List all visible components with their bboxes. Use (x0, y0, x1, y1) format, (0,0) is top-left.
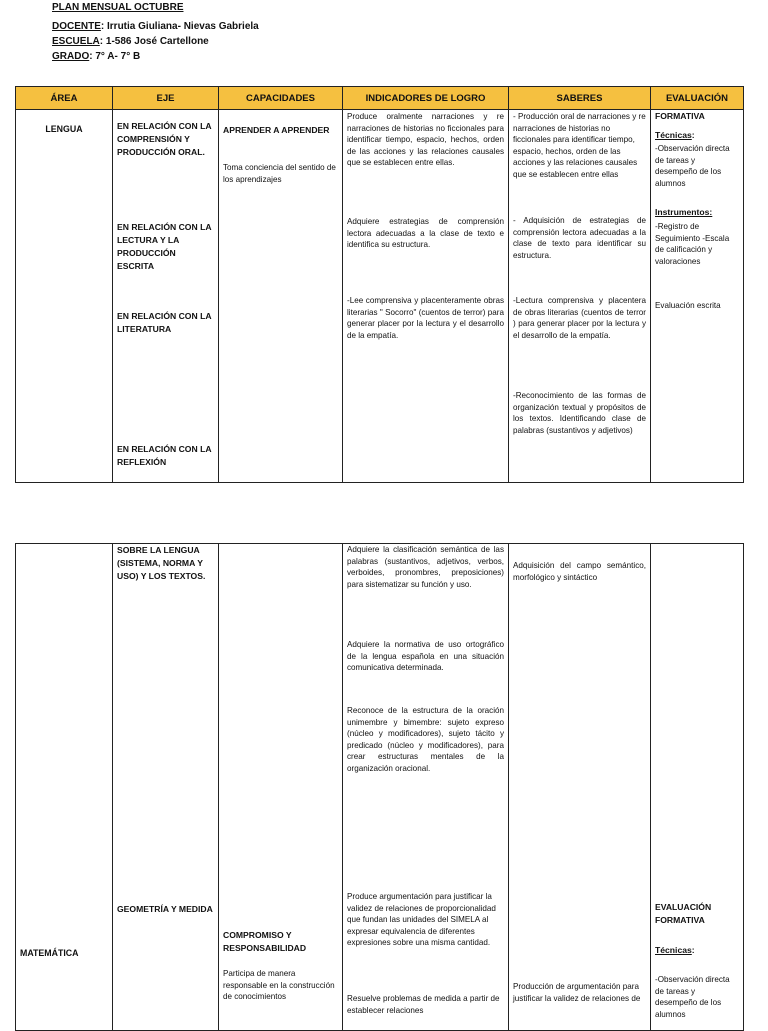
saber-2: - Adquisición de estrategias de comprensión lectora adecuadas a la clase de texto para identificar su estructura. (513, 216, 646, 260)
col-header-evaluacion: EVALUACIÓN (651, 87, 744, 110)
table-row-continuation (16, 544, 744, 1031)
col-header-area: ÁREA (16, 87, 113, 110)
cell-capacidades-2 (219, 544, 343, 1031)
indicador-3: -Lee comprensiva y placenteramente obras literarias " Socorro" (cuentos de terror) para generar placer por la lectura y el desarrollo de la empatía. (347, 296, 504, 340)
eje-sobre-lengua: SOBRE LA LENGUA (SISTEMA, NORMA Y USO) Y LOS TEXTOS. (117, 545, 206, 581)
document-header (52, 0, 259, 64)
col-header-saberes: SABERES (509, 87, 651, 110)
cell-capacidades (219, 110, 343, 483)
indicador-lengua-1: Adquiere la clasificación semántica de las palabras (sustantivos, adjetivos, verbos, verboides, pronombres, preposiciones) para sistematizar su función y uso. (347, 545, 504, 589)
saber-3: -Lectura comprensiva y placentera de obras literarias (cuentos de terror ) para generar placer por la lectura y el desarrollo de la empatía. (513, 296, 646, 340)
area-lengua: LENGUA (45, 124, 83, 134)
indicador-mat-1: Produce argumentación para justificar la validez de relaciones de proporcionalidad que fundan las unidades del SIMELA al expresar equivalencia de diferentes expresiones sobre una misma cantidad. (347, 892, 496, 948)
cell-indicadores (343, 110, 509, 483)
area-matematica: MATEMÁTICA (20, 948, 79, 958)
cell-saberes (509, 110, 651, 483)
indicador-2: Adquiere estrategias de comprensión lectora adecuadas a la clase de texto e identifica su estructura. (347, 217, 504, 250)
cell-evaluacion (651, 110, 744, 483)
cell-ejes (113, 110, 219, 483)
col-header-indicadores: INDICADORES DE LOGRO (343, 87, 509, 110)
col-header-capacidades: CAPACIDADES (219, 87, 343, 110)
cell-saberes-2 (509, 544, 651, 1031)
eval-mat-title: EVALUACIÓN FORMATIVA (655, 902, 712, 925)
eje-literatura: EN RELACIÓN CON LA LITERATURA (117, 311, 212, 334)
plan-title: PLAN MENSUAL OCTUBRE (52, 2, 184, 13)
eje-reflexion: EN RELACIÓN CON LA REFLEXIÓN (117, 444, 212, 467)
eval-instrumentos-label: Instrumentos: (655, 207, 713, 217)
eval-formativa: FORMATIVA (655, 111, 705, 121)
eje-lectura: EN RELACIÓN CON LA LECTURA Y LA PRODUCCIÓN ESCRITA (117, 222, 212, 271)
saber-1: - Producción oral de narraciones y re narraciones de historias no ficcionales para identificar tiempo, espacio, hechos, orden de las acciones y las relaciones causales que se establecen entre ellas (513, 112, 646, 179)
eval-instrumentos-text: -Registro de Seguimiento -Escala de calificación y valoraciones (655, 222, 730, 266)
cell-indicadores-2 (343, 544, 509, 1031)
capacidad-text-mat: Participa de manera responsable en la construcción de conocimientos (223, 969, 335, 1002)
eval-escrita: Evaluación escrita (655, 301, 721, 310)
eval-mat-tecnicas-label: Técnicas: (655, 945, 695, 955)
col-header-eje: EJE (113, 87, 219, 110)
plan-table-lengua (15, 86, 744, 483)
eje-oral: EN RELACIÓN CON LA COMPRENSIÓN Y PRODUCCIÓN ORAL. (117, 121, 212, 157)
eval-tecnicas-label: Técnicas: (655, 130, 695, 140)
docente-line: DOCENTE: Irrutia Giuliana- Nievas Gabriela (52, 21, 259, 32)
eje-geometria: GEOMETRÍA Y MEDIDA (117, 904, 213, 914)
grado-line: GRADO: 7° A- 7° B (52, 51, 141, 62)
indicador-lengua-3: Reconoce de la estructura de la oración unimembre y bimembre: sujeto expreso (núcleo y modificadores), sujeto tácito y predicado (núcleo y modificadores), para crear estructuras mentales de la organización oracional. (347, 706, 504, 773)
eval-tecnicas-text: -Observación directa de tareas y desempeño de los alumnos (655, 144, 730, 188)
saber-mat: Producción de argumentación para justificar la validez de relaciones de (513, 982, 641, 1003)
plan-table-continuation (15, 543, 744, 1031)
indicador-lengua-2: Adquiere la normativa de uso ortográfico de la lengua española en una situación comunicativa determinada. (347, 640, 504, 673)
capacidad-text: Toma conciencia del sentido de los aprendizajes (223, 163, 336, 184)
cell-evaluacion-2 (651, 544, 744, 1031)
saber-lengua: Adquisición del campo semántico, morfológico y sintáctico (513, 561, 646, 582)
capacidad-title-mat: COMPROMISO Y RESPONSABILIDAD (223, 930, 307, 953)
cell-ejes-2 (113, 544, 219, 1031)
table-header-row (16, 87, 744, 110)
indicador-mat-2: Resuelve problemas de medida a partir de establecer relaciones (347, 994, 500, 1015)
escuela-line: ESCUELA: 1-586 José Cartellone (52, 36, 209, 47)
indicador-1: Produce oralmente narraciones y re narraciones de historias no ficcionales para identificar tiempo, espacio, hechos, orden de las acciones y las relaciones causales que se establecen entre ellas. (347, 112, 504, 168)
cell-area (16, 110, 113, 483)
saber-4: -Reconocimiento de las formas de organización textual y propósitos de los textos. Identificando clase de palabras (sustantivos y adjetivos) (513, 391, 646, 435)
capacidad-title: APRENDER A APRENDER (223, 125, 330, 135)
cell-area-2 (16, 544, 113, 1031)
table-row-lengua (16, 110, 744, 483)
eval-mat-tecnicas-text: -Observación directa de tareas y desempeño de los alumnos (655, 975, 730, 1019)
